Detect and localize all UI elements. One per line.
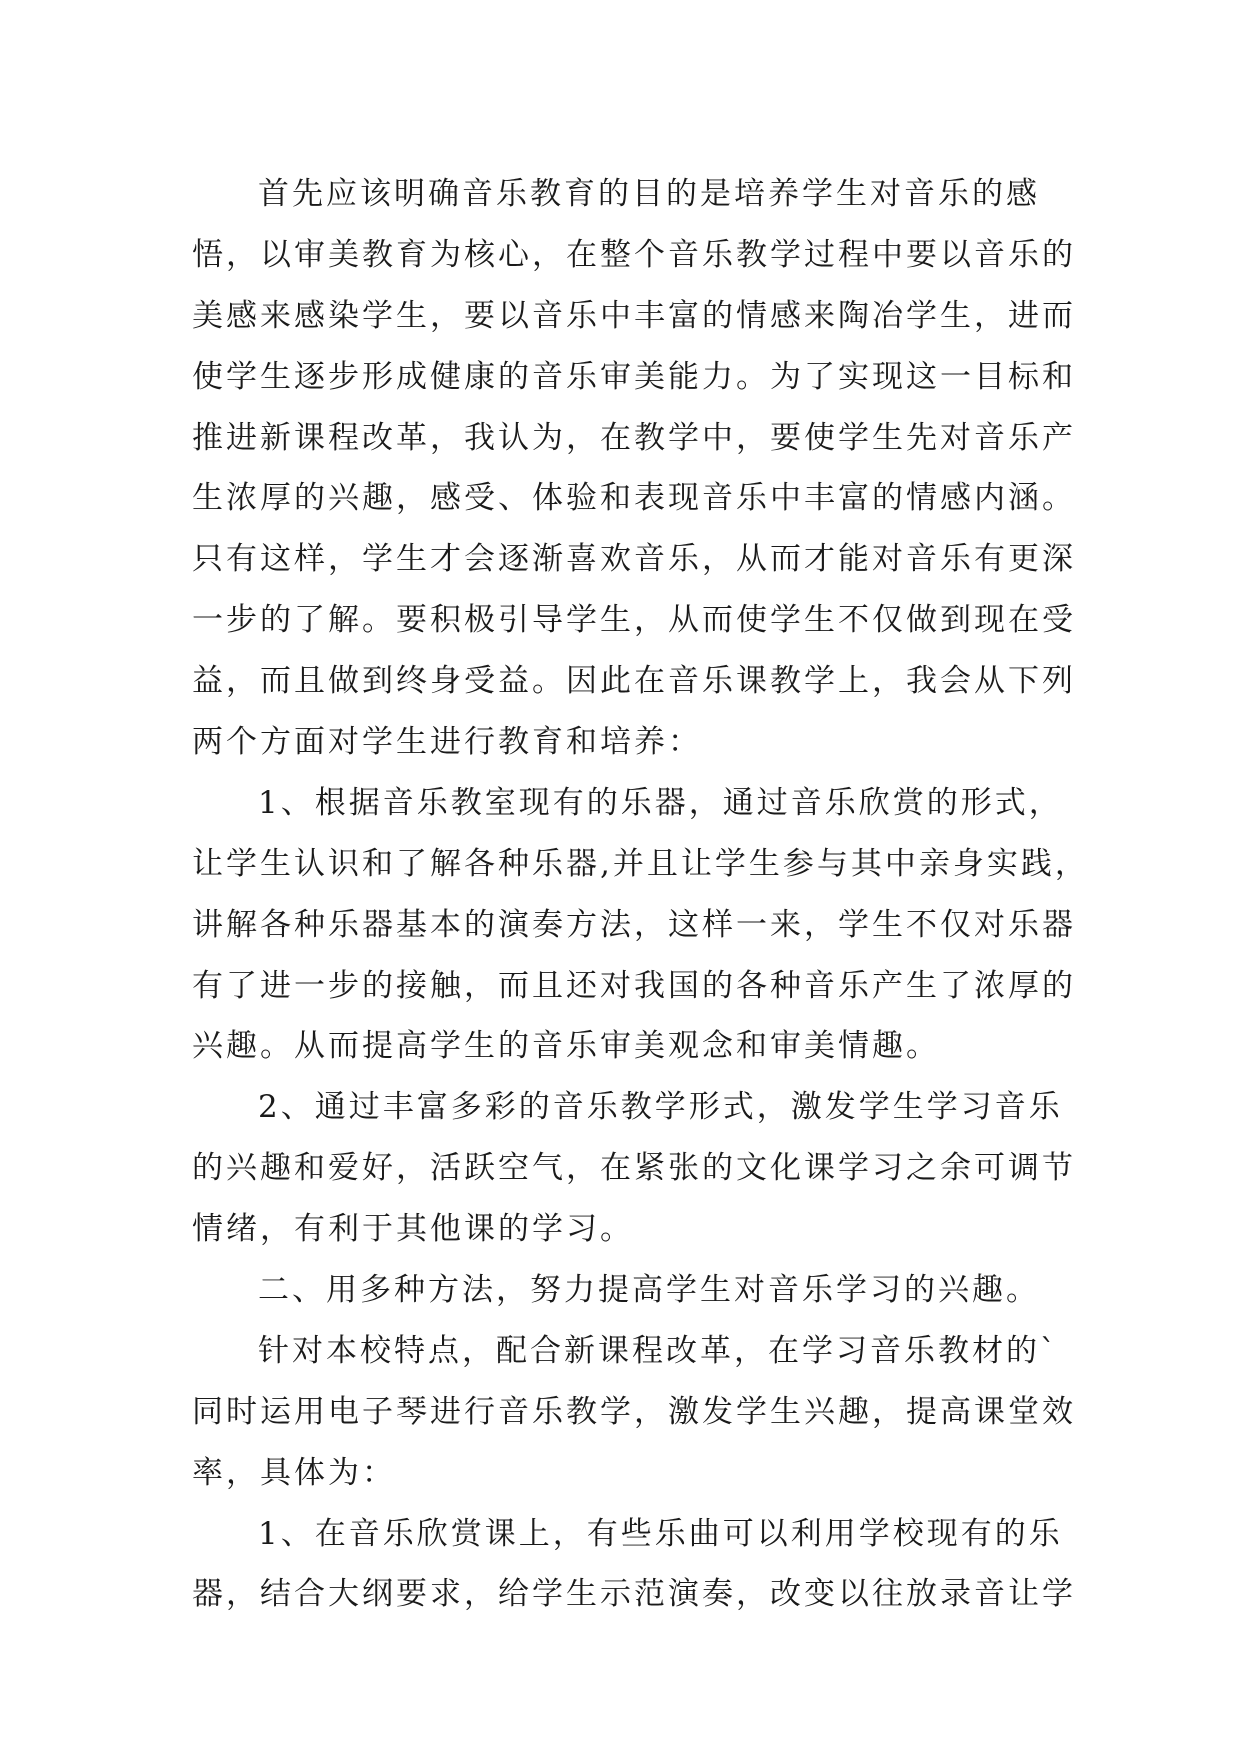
text-line: 的兴趣和爱好，活跃空气，在紧张的文化课学习之余可调节 bbox=[192, 1150, 1076, 1187]
body-text bbox=[192, 164, 1089, 1625]
text-line: 1、在音乐欣赏课上，有些乐曲可以利用学校现有的乐 bbox=[258, 1515, 1063, 1552]
text-line: 首先应该明确音乐教育的目的是培养学生对音乐的感 bbox=[258, 176, 1040, 212]
text-line: 让学生认识和了解各种乐器,并且让学生参与其中亲身实践， bbox=[192, 845, 1089, 882]
text-line: 悟，以审美教育为核心，在整个音乐教学过程中要以音乐的 bbox=[192, 236, 1076, 273]
text-line: 推进新课程改革，我认为，在教学中，要使学生先对音乐产 bbox=[192, 419, 1076, 456]
text-line: 器，结合大纲要求，给学生示范演奏，改变以往放录音让学 bbox=[192, 1576, 1076, 1613]
text-line: 2、通过丰富多彩的音乐教学形式，激发学生学习音乐 bbox=[258, 1089, 1063, 1126]
text-line: 率，具体为： bbox=[192, 1454, 396, 1491]
text-line: 生浓厚的兴趣，感受、体验和表现音乐中丰富的情感内涵。 bbox=[192, 480, 1076, 517]
text-line: 益，而且做到终身受益。因此在音乐课教学上，我会从下列 bbox=[192, 663, 1076, 700]
text-line: 有了进一步的接触，而且还对我国的各种音乐产生了浓厚的 bbox=[192, 967, 1076, 1004]
text-line: 美感来感染学生，要以音乐中丰富的情感来陶冶学生，进而 bbox=[192, 297, 1076, 334]
text-line: 同时运用电子琴进行音乐教学，激发学生兴趣，提高课堂效 bbox=[192, 1393, 1076, 1430]
text-line: 一步的了解。要积极引导学生，从而使学生不仅做到现在受 bbox=[192, 602, 1076, 639]
text-line: 兴趣。从而提高学生的音乐审美观念和审美情趣。 bbox=[192, 1028, 940, 1065]
text-line: 只有这样，学生才会逐渐喜欢音乐，从而才能对音乐有更深 bbox=[192, 541, 1076, 578]
text-line: 1、根据音乐教室现有的乐器，通过音乐欣赏的形式， bbox=[258, 784, 1063, 821]
text-line: 讲解各种乐器基本的演奏方法，这样一来，学生不仅对乐器 bbox=[192, 906, 1076, 943]
text-line: 情绪，有利于其他课的学习。 bbox=[192, 1211, 634, 1248]
text-line: 针对本校特点，配合新课程改革，在学习音乐教材的` bbox=[258, 1332, 1059, 1369]
text-line: 使学生逐步形成健康的音乐审美能力。为了实现这一目标和 bbox=[192, 358, 1076, 395]
text-line: 二、用多种方法，努力提高学生对音乐学习的兴趣。 bbox=[258, 1272, 1040, 1309]
text-line: 两个方面对学生进行教育和培养： bbox=[192, 724, 702, 761]
